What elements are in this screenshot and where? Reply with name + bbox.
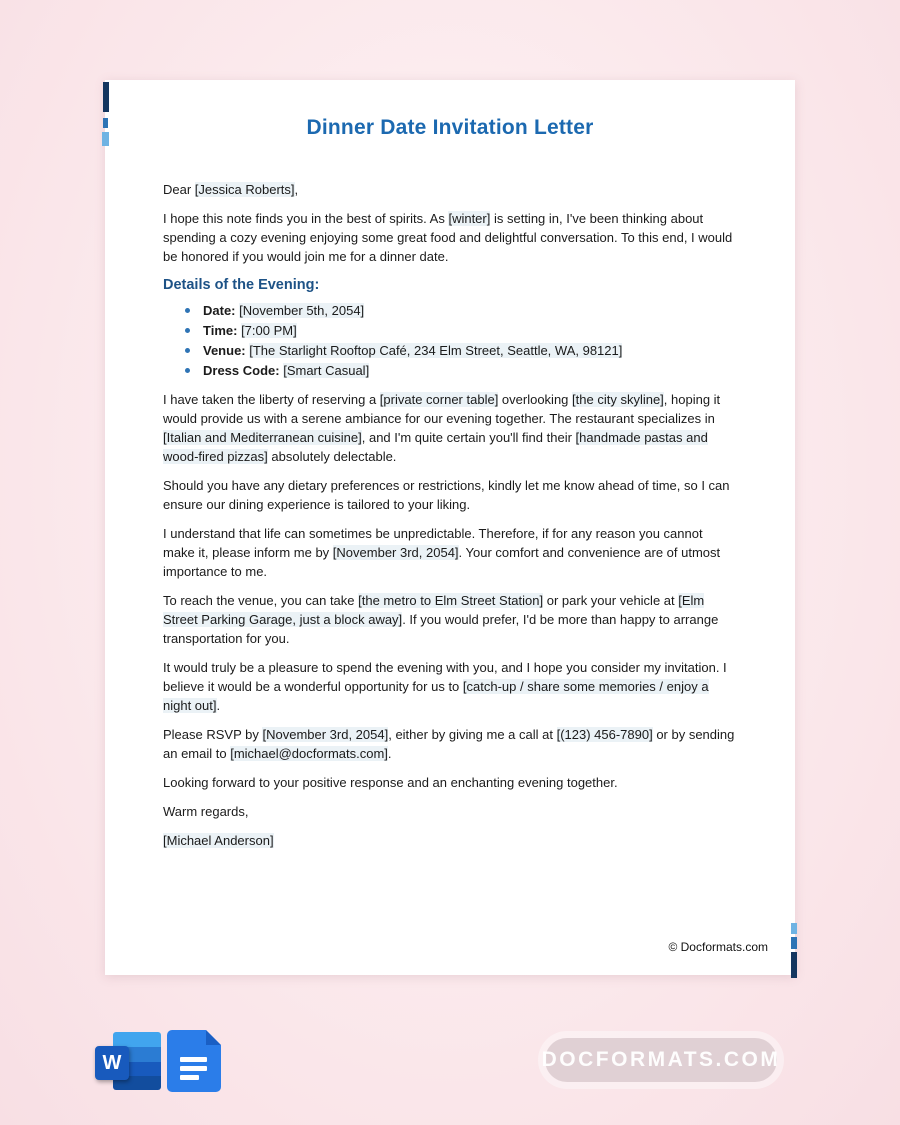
letter-paragraph: It would truly be a pleasure to spend the evening with you, and I hope you consider my invitation. I believe it would be a wonderful opportunity for us to [catch-up / share some memories / enjoy a night out]. <box>163 660 727 713</box>
accent-square-light-bottom-right <box>791 923 797 934</box>
detail-list-item: Dress Code: [Smart Casual] <box>163 361 737 380</box>
placeholder-field: [7:00 PM] <box>241 323 297 338</box>
accent-square-blue-bottom-right <box>791 937 797 949</box>
word-letter-badge: W <box>95 1046 129 1080</box>
placeholder-field: [the city skyline] <box>572 392 664 407</box>
placeholder-field: [winter] <box>448 211 491 226</box>
placeholder-field: [the metro to Elm Street Station] <box>358 593 544 608</box>
gdocs-text-line <box>180 1066 207 1071</box>
placeholder-field: [michael@docformats.com] <box>230 746 388 761</box>
placeholder-field: [(123) 456-7890] <box>556 727 653 742</box>
page-title: Dinner Date Invitation Letter <box>306 116 594 139</box>
letter-paragraph: Warm regards, <box>163 804 249 819</box>
gdocs-text-line <box>180 1075 199 1080</box>
placeholder-field: [The Starlight Rooftop Café, 234 Elm Street, Seattle, WA, 98121] <box>249 343 623 358</box>
microsoft-word-icon[interactable] <box>95 1032 163 1092</box>
letter-paragraph <box>163 831 737 850</box>
placeholder-field: [handmade pastas and wood-fired pizzas] <box>163 430 708 464</box>
gdocs-text-line <box>180 1057 207 1062</box>
placeholder-field: [November 3rd, 2054] <box>332 545 459 560</box>
letter-paragraph: Looking forward to your positive response and an enchanting evening together. <box>163 775 618 790</box>
detail-list-item: Venue: [The Starlight Rooftop Café, 234 Elm Street, Seattle, WA, 98121] <box>163 341 737 360</box>
document-page <box>105 80 795 975</box>
placeholder-field: [Jessica Roberts] <box>194 182 295 197</box>
gdocs-fold-corner <box>206 1030 221 1045</box>
accent-bar-top-left <box>103 82 109 112</box>
letter-paragraph: Dear [Jessica Roberts], <box>163 182 299 197</box>
placeholder-field: [Elm Street Parking Garage, just a block away] <box>163 593 705 627</box>
letter-paragraph: Please RSVP by [November 3rd, 2054], either by giving me a call at [(123) 456-7890] or by sending an email to [michael@docformats.com]. <box>163 727 735 761</box>
site-watermark: DOCFORMATS.COM <box>545 1038 777 1082</box>
accent-bar-bottom-right <box>791 952 797 978</box>
detail-list-item: Date: [November 5th, 2054] <box>163 301 737 320</box>
letter-paragraph: I have taken the liberty of reserving a [private corner table] overlooking [the city skyline], hoping it would provide us with a serene ambiance for our evening together. The restaurant specializes in [Italian and Mediterranean cuisine], and I'm quite certain you'll find their [handmade pastas and wood-fired pizzas] absolutely delectable. <box>163 392 721 464</box>
copyright-footer: © Docformats.com <box>668 940 768 954</box>
placeholder-field: [Michael Anderson] <box>163 833 274 848</box>
placeholder-field: [November 3rd, 2054] <box>262 727 389 742</box>
placeholder-field: [Smart Casual] <box>283 363 370 378</box>
letter-paragraph: I hope this note finds you in the best of spirits. As [winter] is setting in, I've been thinking about spending a cozy evening enjoying some great food and delightful conversation. To this end, I would be honored if you would join me for a dinner date. <box>163 211 733 264</box>
detail-list-item: Time: [7:00 PM] <box>163 321 737 340</box>
letter-paragraph: I understand that life can sometimes be unpredictable. Therefore, if for any reason you cannot make it, please inform me by [November 3rd, 2054]. Your comfort and convenience are of utmost importance to me. <box>163 526 721 579</box>
details-list <box>163 301 737 380</box>
placeholder-field: [private corner table] <box>379 392 499 407</box>
placeholder-field: [catch-up / share some memories / enjoy a night out] <box>163 679 709 713</box>
section-heading: Details of the Evening: <box>163 277 320 293</box>
letter-paragraph: To reach the venue, you can take [the metro to Elm Street Station] or park your vehicle at [Elm Street Parking Garage, just a block away]. If you would prefer, I'd be more than happy to arrange transportation for you. <box>163 593 719 646</box>
placeholder-field: [Italian and Mediterranean cuisine] <box>163 430 362 445</box>
letter-body <box>163 180 737 860</box>
letter-paragraph: Should you have any dietary preferences or restrictions, kindly let me know ahead of time, so I can ensure our dining experience is tailored to your liking. <box>163 478 730 512</box>
placeholder-field: [November 5th, 2054] <box>239 303 365 318</box>
google-docs-icon[interactable] <box>167 1030 221 1092</box>
